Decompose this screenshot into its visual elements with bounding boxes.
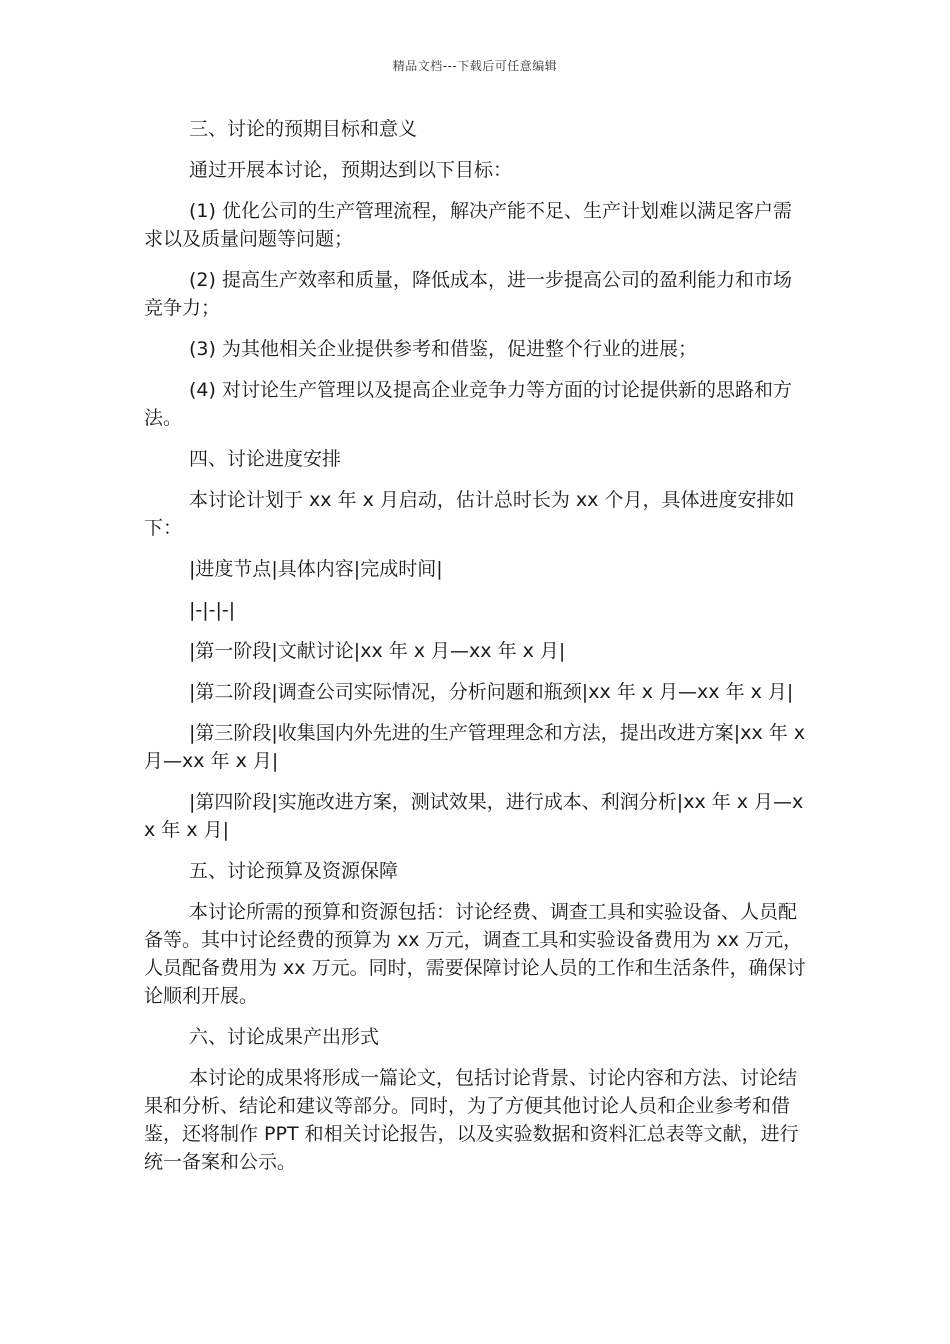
section-heading-schedule: 四、讨论进度安排 (189, 448, 342, 470)
section-heading-budget: 五、讨论预算及资源保障 (189, 860, 399, 882)
paragraph-schedule-intro: 本讨论计划于 xx 年 x 月启动，估计总时长为 xx 个月，具体进度安排如下： (144, 489, 795, 539)
paragraph-goals-intro: 通过开展本讨论，预期达到以下目标： (189, 159, 513, 181)
list-item-goal-4: (4) 对讨论生产管理以及提高企业竞争力等方面的讨论提供新的思路和方法。 (144, 379, 792, 429)
section-heading-outputs: 六、讨论成果产出形式 (189, 1026, 380, 1048)
list-item-goal-2: (2) 提高生产效率和质量，降低成本，进一步提高公司的盈利能力和市场竞争力； (144, 269, 792, 319)
paragraph-budget: 本讨论所需的预算和资源包括：讨论经费、调查工具和实验设备、人员配备等。其中讨论经费的预算为 xx 万元，调查工具和实验设备费用为 xx 万元，人员配备费用为 xx 万元。同时，需要保障讨论人员的工作和生活条件，确保讨论顺利开展。 (144, 901, 806, 1007)
document-body (144, 115, 810, 1189)
paragraph-outputs: 本讨论的成果将形成一篇论文，包括讨论背景、讨论内容和方法、讨论结果和分析、结论和建议等部分。同时，为了方便其他讨论人员和企业参考和借鉴，还将制作 PPT 和相关讨论报告，以及实验数据和资料汇总表等文献，进行统一备案和公示。 (144, 1067, 799, 1173)
schedule-table-row-3: |第三阶段|收集国内外先进的生产管理理念和方法，提出改进方案|xx 年 x 月—xx 年 x 月| (144, 722, 806, 772)
page-header: 精品文档---下载后可任意编辑 (392, 59, 558, 73)
list-item-goal-3: (3) 为其他相关企业提供参考和借鉴，促进整个行业的进展； (189, 338, 697, 360)
schedule-table-header-row: |进度节点|具体内容|完成时间| (189, 558, 443, 580)
schedule-table-row-1: |第一阶段|文献讨论|xx 年 x 月—xx 年 x 月| (189, 640, 566, 662)
schedule-table-separator-row: |-|-|-| (189, 599, 236, 621)
section-heading-goals: 三、讨论的预期目标和意义 (189, 118, 418, 140)
schedule-table-row-4: |第四阶段|实施改进方案，测试效果，进行成本、利润分析|xx 年 x 月—xx 年 x 月| (144, 791, 804, 841)
list-item-goal-1: (1) 优化公司的生产管理流程，解决产能不足、生产计划难以满足客户需求以及质量问题等问题； (144, 200, 792, 250)
schedule-table-row-2: |第二阶段|调查公司实际情况，分析问题和瓶颈|xx 年 x 月—xx 年 x 月| (189, 681, 794, 703)
